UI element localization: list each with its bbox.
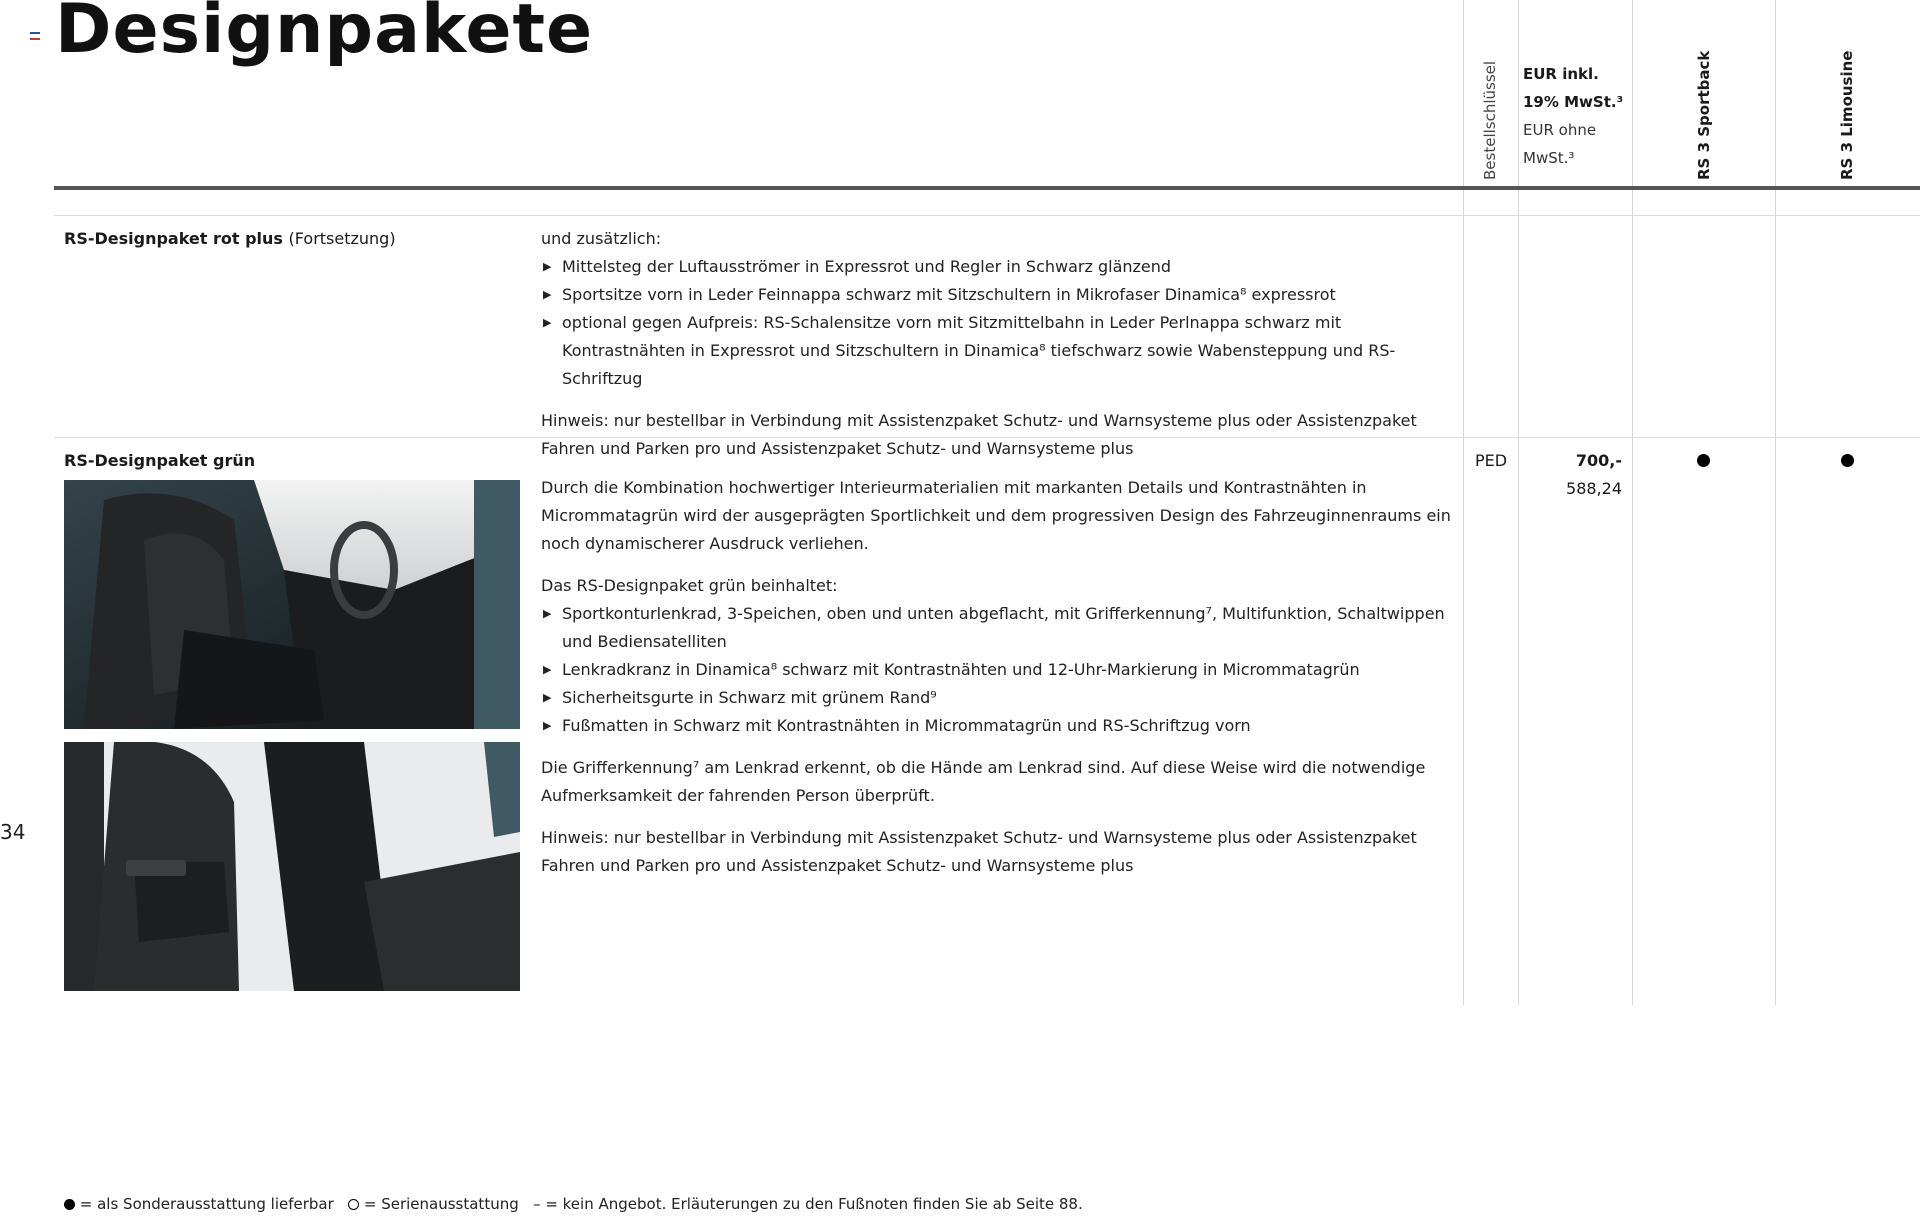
row-title (64, 229, 396, 248)
interior-seat-photo (64, 742, 520, 991)
triangle-bullet-icon: ▶ (543, 719, 552, 732)
page-number: 34 (0, 820, 26, 844)
price-excl-value: 588,24 (1566, 479, 1622, 498)
column-divider (1775, 0, 1776, 1005)
price-header (1523, 60, 1633, 172)
legend (64, 1195, 1083, 1213)
price-excl-header: EUR ohne MwSt.³ (1523, 121, 1597, 167)
order-key-value: PED (1475, 451, 1508, 470)
triangle-bullet-icon: ▶ (543, 260, 552, 273)
intro-text: und zusätzlich: (541, 229, 662, 248)
price-incl-value: 700,- (1575, 451, 1622, 470)
list-item: ▶ Fußmatten in Schwarz mit Kontrastnähten in Micrommatagrün und RS-Schriftzug vorn (541, 712, 1461, 740)
list-item: ▶ Sportsitze vorn in Leder Feinnappa schwarz mit Sitzschultern in Mikrofaser Dinamica⁸ expressrot (541, 281, 1461, 309)
open-circle-icon (348, 1199, 359, 1210)
optional-dot-icon (1841, 454, 1854, 467)
list-item: ▶ Sportkonturlenkrad, 3-Speichen, oben und unten abgeflacht, mit Grifferkennung⁷, Multifunktion, Schaltwippen und Bediensatelliten (541, 600, 1461, 656)
list-item: ▶ Sicherheitsgurte in Schwarz mit grünem Rand⁹ (541, 684, 1461, 712)
note-text: Hinweis: nur bestellbar in Verbindung mit Assistenzpaket Schutz- und Warnsysteme plus oder Assistenzpaket Fahren und Parken pro und Assistenzpaket Schutz- und Warnsysteme plus (541, 828, 1417, 875)
row-title-name: RS-Designpaket rot plus (64, 229, 283, 248)
column-divider (1518, 0, 1519, 1005)
legend-optional: = als Sonderausstattung lieferbar (79, 1195, 334, 1213)
header-rule (54, 186, 1920, 190)
interior-front-photo (64, 480, 520, 729)
column-divider (1463, 0, 1464, 1005)
row-divider (54, 215, 1920, 216)
filled-dot-icon (64, 1199, 75, 1210)
flag-icon (30, 32, 40, 42)
optional-dot-icon (1697, 454, 1710, 467)
triangle-bullet-icon: ▶ (543, 288, 552, 301)
model-1-header: RS 3 Sportback (1695, 50, 1713, 180)
order-key-header: Bestellschlüssel (1481, 60, 1499, 180)
triangle-bullet-icon: ▶ (543, 316, 552, 329)
legend-standard: = Serienausstattung (363, 1195, 519, 1213)
list-item: ▶ Mittelsteg der Luftausströmer in Expressrot und Regler in Schwarz glänzend (541, 253, 1461, 281)
legend-none: – = kein Angebot. Erläuterungen zu den Fußnoten finden Sie ab Seite 88. (533, 1195, 1083, 1213)
triangle-bullet-icon: ▶ (543, 691, 552, 704)
row-title: RS-Designpaket grün (64, 451, 256, 470)
row-description (541, 474, 1461, 894)
list-item: ▶ Lenkradkranz in Dinamica⁸ schwarz mit Kontrastnähten und 12-Uhr-Markierung in Micrommatagrün (541, 656, 1461, 684)
triangle-bullet-icon: ▶ (543, 663, 552, 676)
row-description (541, 225, 1461, 477)
includes-label: Das RS-Designpaket grün beinhaltet: (541, 576, 838, 595)
triangle-bullet-icon: ▶ (543, 607, 552, 620)
note-text: Hinweis: nur bestellbar in Verbindung mit Assistenzpaket Schutz- und Warnsysteme plus oder Assistenzpaket Fahren und Parken pro und Assistenzpaket Schutz- und Warnsysteme plus (541, 411, 1417, 458)
row-title-suffix: (Fortsetzung) (288, 229, 396, 248)
list-item: ▶ optional gegen Aufpreis: RS-Schalensitze vorn mit Sitzmittelbahn in Leder Perlnappa schwarz mit Kontrastnähten in Expressrot und Sitzschultern in Dinamica⁸ tiefschwarz sowie Wabensteppung und RS-Schriftzug (541, 309, 1461, 393)
description-text: Durch die Kombination hochwertiger Interieurmaterialien mit markanten Details und Kontrastnähten in Micrommatagrün wird der ausgeprägten Sportlichkeit und dem progressiven Design des Fahrzeuginnenraums ein noch dynamischerer Ausdruck verliehen. (541, 478, 1451, 553)
model-2-header: RS 3 Limousine (1838, 50, 1856, 180)
page-title: Designpakete (55, 0, 594, 69)
grip-note-text: Die Grifferkennung⁷ am Lenkrad erkennt, ob die Hände am Lenkrad sind. Auf diese Weise wird die notwendige Aufmerksamkeit der fahrenden Person überprüft. (541, 758, 1426, 805)
price-incl-header: EUR inkl. 19% MwSt.³ (1523, 65, 1624, 111)
